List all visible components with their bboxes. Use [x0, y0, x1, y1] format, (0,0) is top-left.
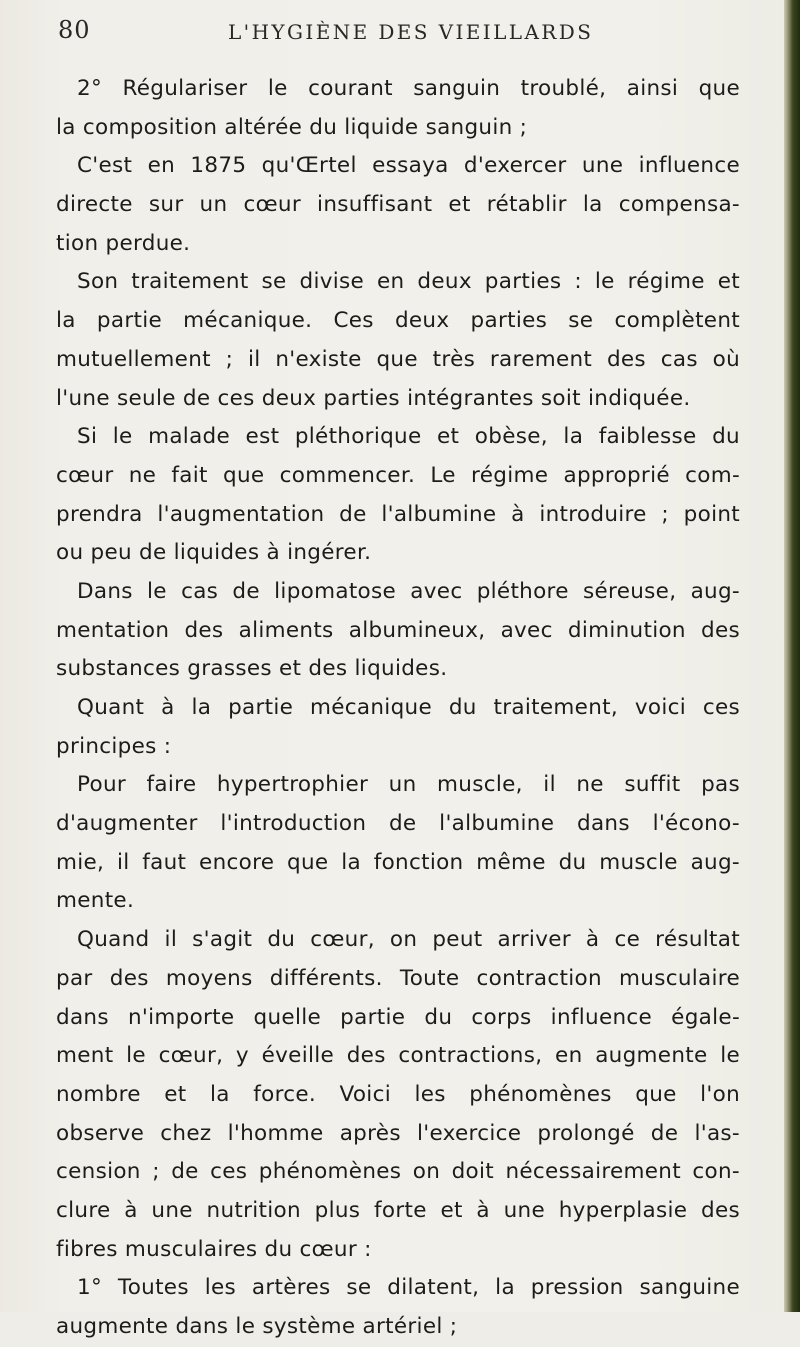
- text-line: augmente dans le système artériel ;: [56, 1314, 458, 1339]
- text-line: fibres musculaires du cœur :: [56, 1236, 372, 1262]
- body-text: [56, 70, 740, 1347]
- text-line: la composition altérée du liquide sanguin ;: [56, 114, 528, 140]
- text-line: clure à une nutrition plus forte et à une hyperplasie des: [56, 1197, 740, 1223]
- text-line: ment le cœur, y éveille des contractions, en augmente le: [56, 1043, 740, 1069]
- text-line: prendra l'augmentation de l'albumine à introduire ; point: [56, 501, 740, 527]
- running-head: [0, 16, 780, 56]
- text-line: ou peu de liquides à ingérer.: [56, 540, 372, 566]
- text-line: par des moyens différents. Toute contraction musculaire: [56, 965, 740, 991]
- text-line: l'une seule de ces deux parties intégrantes soit indiquée.: [56, 385, 691, 411]
- text-line: nombre et la force. Voici les phénomènes que l'on: [56, 1081, 740, 1107]
- text-line: mentation des aliments albumineux, avec diminution des: [56, 617, 740, 643]
- text-line: Si le malade est pléthorique et obèse, la faiblesse du: [77, 424, 740, 450]
- text-line: mutuellement ; il n'existe que très rarement des cas où: [56, 346, 740, 372]
- text-line: mie, il faut encore que la fonction même du muscle aug-: [56, 849, 740, 875]
- text-line: 1° Toutes les artères se dilatent, la pression sanguine: [77, 1275, 740, 1301]
- text-line: Dans le cas de lipomatose avec pléthore séreuse, aug-: [77, 578, 740, 604]
- text-line: principes :: [56, 733, 172, 759]
- text-line: 2° Régulariser le courant sanguin troublé, ainsi que: [77, 76, 740, 101]
- text-line: la partie mécanique. Ces deux parties se complètent: [56, 308, 740, 334]
- text-line: dans n'importe quelle partie du corps influence égale-: [56, 1004, 740, 1030]
- text-line: Son traitement se divise en deux parties : le régime et: [77, 269, 740, 295]
- text-line: Pour faire hypertrophier un muscle, il ne suffit pas: [77, 772, 740, 798]
- page-number: 80: [58, 16, 91, 44]
- text-line: Quant à la partie mécanique du traitement, voici ces: [77, 695, 740, 720]
- text-line: substances grasses et des liquides.: [56, 656, 448, 682]
- text-line: cœur ne fait que commencer. Le régime approprié com-: [56, 462, 740, 488]
- running-title: L'HYGIÈNE DES VIEILLARDS: [228, 20, 594, 44]
- text-line: directe sur un cœur insuffisant et rétablir la compensa-: [56, 192, 740, 218]
- text-line: tion perdue.: [56, 230, 191, 256]
- text-line: mente.: [56, 888, 135, 914]
- text-line: d'augmenter l'introduction de l'albumine dans l'écono-: [56, 811, 740, 837]
- text-line: cension ; de ces phénomènes on doit nécessairement con-: [56, 1159, 740, 1185]
- text-line: Quand il s'agit du cœur, on peut arriver à ce résultat: [77, 927, 740, 953]
- text-line: observe chez l'homme après l'exercice prolongé de l'as-: [56, 1120, 740, 1146]
- text-line: C'est en 1875 qu'Œrtel essaya d'exercer une influence: [77, 153, 740, 179]
- page-binding-edge: [784, 0, 800, 1312]
